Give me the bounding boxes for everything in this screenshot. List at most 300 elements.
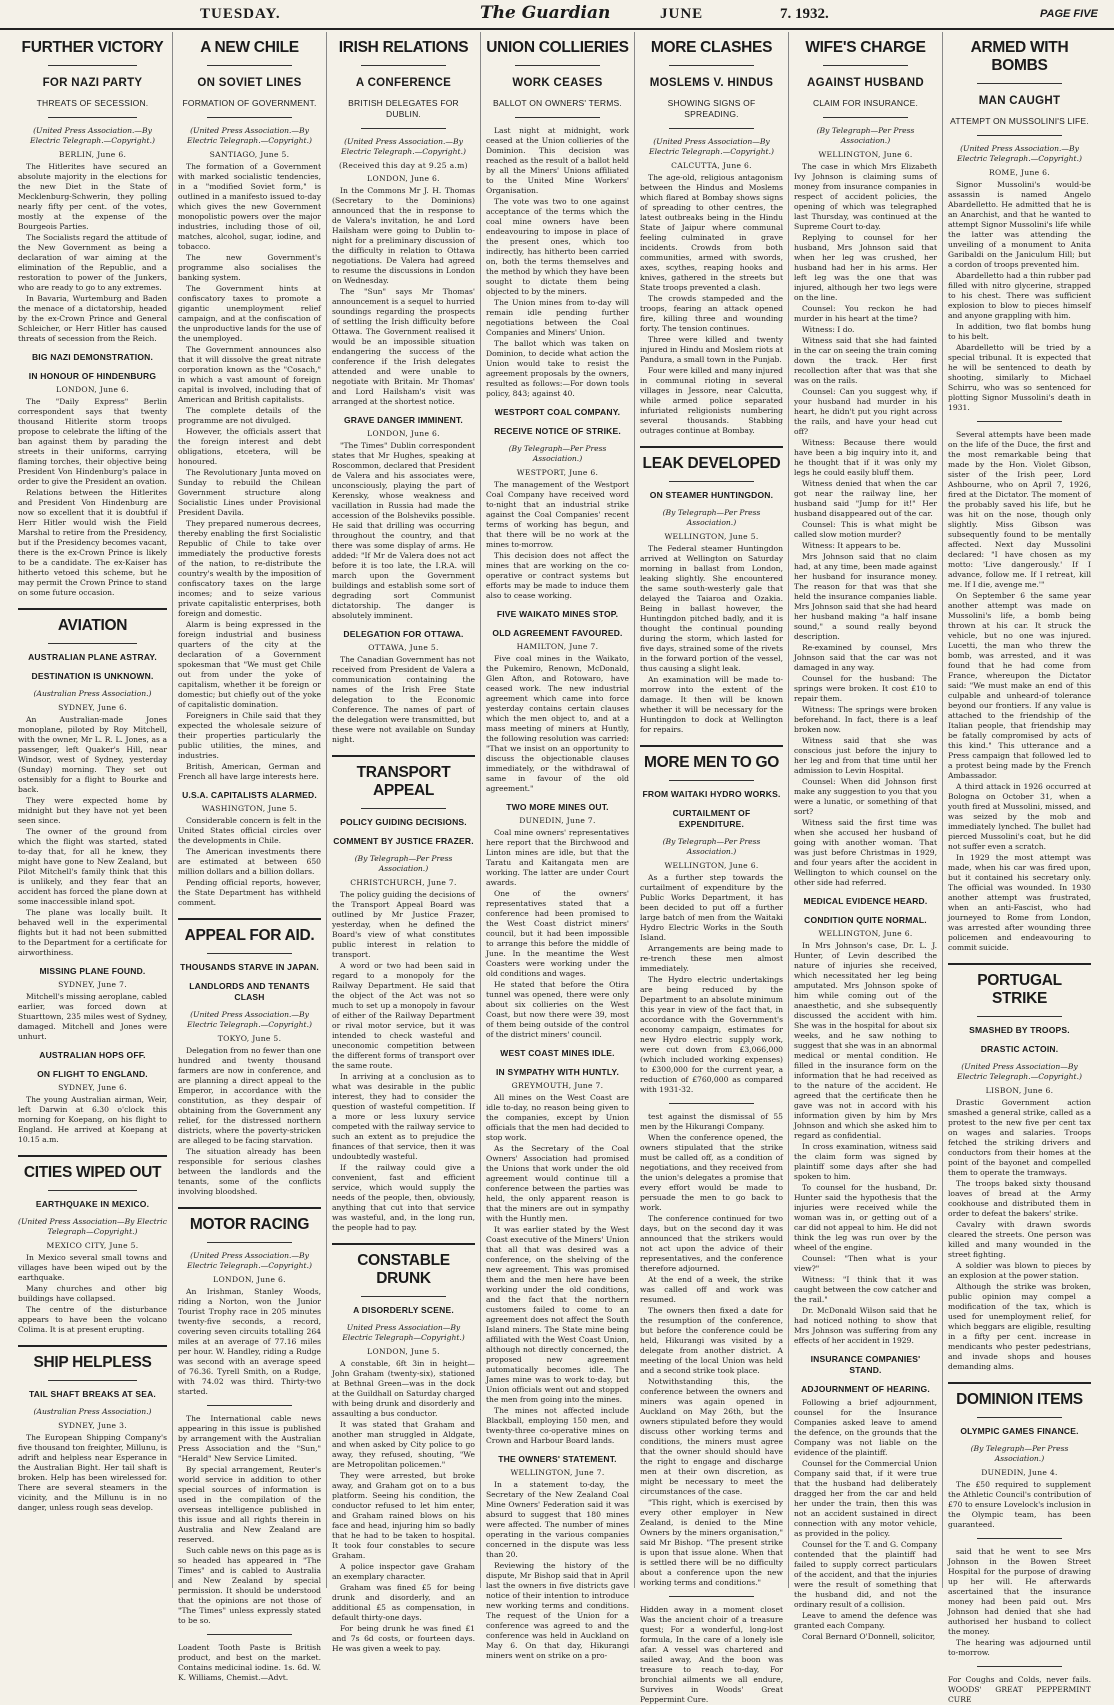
paragraph: The management of the Westport Coal Company have received word to-night that an industrial strike against the Coal Companies' recent terms of working has begun, and that there will be no work at the mines to-morrow. xyxy=(486,480,629,549)
rule-divider xyxy=(669,1596,755,1597)
paragraph: The crowds stampeded and the troops, fearing an attack opened fire, killing three and wounding forty. The tension continues. xyxy=(640,294,783,333)
dateline: OTTAWA, June 5. xyxy=(368,643,439,652)
paragraph: The case in which Mrs Elizabeth Ivy Johnson is claiming sums of money from insurance companies in respect of accident policies, the opening of which was telegraphed last Thursday, was continued at the Supreme Court to-day. xyxy=(794,162,937,231)
wire-credit: (United Press Association.—By Electric Telegraph.—Copyright.) xyxy=(187,1010,312,1029)
paragraph: In addition, two flat bombs hung to his belt. xyxy=(948,322,1091,341)
dateline: (Received this day at 9.25 a.m) xyxy=(339,161,468,170)
rule-divider xyxy=(207,1242,293,1243)
paragraph: The Socialists regard the attitude of the New Government as being a declaration of war aiming at the elimination of the Republic, and a restoration to power of the Junkers, who are ready to go to any extremes. xyxy=(18,233,167,292)
masthead xyxy=(0,0,1114,30)
paragraph: Considerable concern is felt in the United States official circles over the developments in Chile. xyxy=(178,816,321,845)
paragraph: Witness said that she was conscious just before the injury to her leg and from that time until her admission to Levin Hospital. xyxy=(794,736,937,775)
paragraph: The mines not affected include Blackball, employing 150 men, and twenty-three co-operative mines on Crown and Harbour Board lands. xyxy=(486,1406,629,1445)
section-heading: WEST COAST MINES IDLE. xyxy=(500,1048,615,1058)
paragraph: Abardelletto had a thin rubber pad filled with nitro glycerine, strapped to his chest. There was sufficient explosion to blow to pieces himself and anyone grappling with him. xyxy=(948,271,1091,320)
rule-divider xyxy=(207,117,293,118)
rule-divider xyxy=(977,1016,1063,1017)
article-headline: UNION COLLIERIES xyxy=(486,39,629,56)
paragraph: The complete details of the programme are not divulged. xyxy=(178,406,321,425)
wire-credit: (United Press Association.—By Electric Telegraph.—Copyright.) xyxy=(187,126,312,145)
rule-divider xyxy=(823,117,909,118)
rule-divider xyxy=(977,1538,1063,1539)
dateline: DUNEDIN, June 7. xyxy=(519,816,596,825)
advertisement: For Coughs and Colds, never fails. WOODS' GREAT PEPPERMINT CURE xyxy=(948,1675,1091,1704)
column-3 xyxy=(326,32,480,1653)
article-divider xyxy=(18,1345,167,1347)
paragraph: In 1929 the most attempt was made, when his car was fired upon, but it contained his secretary only. The official was wounded. In 1930 another attempt was frustrated, when an anti-Fascist, who had journeyed to Rome from London, was arrested after wounding three policemen and endeavouring to commit suicide. xyxy=(948,853,1091,952)
rule-divider xyxy=(977,421,1063,422)
section-heading: EARTHQUAKE IN MEXICO. xyxy=(35,1199,150,1209)
dateline: DUNEDIN, June 4. xyxy=(981,1468,1058,1477)
paragraph: The Government hints at confiscatory taxes to promote a gigantic unemployment relief campaign, and at the confiscation of the unproductive lands for the use of the unemployed. xyxy=(178,284,321,343)
advertisement: Loadent Tooth Paste is British product, and best on the market. Contains medicinal iodine. 1s. 6d. W. K. Williams, Chemist.—Advt. xyxy=(178,1643,321,1682)
paragraph: The Hitlerites have secured an absolute majority in the elections for the new Diet in the State of Mecklenburg-Schwerin, they polling nearly fifty per cent. of the votes, mostly at the expense of the Bourgeois Parties. xyxy=(18,162,167,231)
paragraph: Counsel: Can you suggest why, if your husband had murder in his heart, he didn't put you right across the rails, and have your head cut off? xyxy=(794,387,937,436)
dateline: LONDON, June 6. xyxy=(367,174,440,183)
rule-divider xyxy=(361,1296,447,1297)
section-heading: INSURANCE COMPANIES' STAND. xyxy=(810,1354,921,1375)
column-4 xyxy=(480,32,634,1660)
wire-credit: United Press Association—By Electric Telegraph—Copyright.) xyxy=(342,1323,465,1342)
issue-day: TUESDAY. xyxy=(200,6,281,22)
paragraph: An Australian-made Jones monoplane, piloted by Roy Mitchell, with the owner, Mr L. R. L. Jones, as a passenger, left Quaker's Hill, near Windsor, west of Sydney, yesterday (Sunday) morning. They set out ostensibly for a flight to Bourke and back. xyxy=(18,715,167,794)
paragraph: They were expected home by midnight but they have not yet been seen since. xyxy=(18,796,167,825)
article-tagline: THREATS OF SECESSION. xyxy=(36,98,149,108)
section-heading: CURTAILMENT OF EXPENDITURE. xyxy=(672,808,751,829)
paragraph: Cavalry with drawn swords cleared the streets. One person was killed and many wounded in the street fighting. xyxy=(948,1220,1091,1259)
paragraph: Delegation from no fewer than one hundred and twenty thousand farmers are now in conference, and are planning a direct appeal to the Emperor, in accordance with the constitution, as they despair of obtaining from the Government any relief, for the distressed northern districts, where the poverty-stricken are alleged to be facing starvation. xyxy=(178,1046,321,1145)
paragraph: Counsel: You reckon he had murder in his heart at the time? xyxy=(794,304,937,323)
article-tagline: ATTEMPT ON MUSSOLINI'S LIFE. xyxy=(950,116,1089,126)
dateline: SYDNEY, June 6. xyxy=(58,1083,127,1092)
section-heading: CONDITION QUITE NORMAL. xyxy=(804,915,927,925)
rule-divider xyxy=(977,1417,1063,1418)
section-heading: THE OWNERS' STATEMENT. xyxy=(498,1454,617,1464)
article-headline: FURTHER VICTORY xyxy=(21,39,164,56)
paragraph: However, the officials assert that the foreign interest and debt obligations, etcetera, will be honoured. xyxy=(178,427,321,466)
article-divider xyxy=(640,745,783,747)
paragraph: Although the strike was broken, public opinion may compel a modification of the tax, which is used for unemployment relief, for which beggars are eligible, resulting in a fifty per cent. increase in mendicants who pester pedestrians, and invade shops and houses demanding alms. xyxy=(948,1282,1091,1371)
dateline: LONDON, June 6. xyxy=(56,385,129,394)
article-headline: LEAK DEVELOPED xyxy=(642,455,781,472)
section-heading: POLICY GUIDING DECISIONS. xyxy=(340,817,467,827)
article-divider xyxy=(640,446,783,448)
column-6 xyxy=(788,32,942,1641)
paragraph: Following a brief adjournment, counsel for the Insurance Companies asked leave to amend the defence, on the grounds that the Company was not liable on the evidence of the plaintiff. xyxy=(794,1398,937,1457)
paragraph: In arriving at a conclusion as to what was desirable in the public interest, they had to consider the question of wasteful competition. If a more or less luxury service competed with the railway service to such an extent as to prejudice the finances of that service, then it was undoubtedly wasteful. xyxy=(332,1072,475,1161)
article-divider xyxy=(18,1155,167,1157)
paragraph: Witness denied that when the car got near the railway line, her husband said "Jump for it!" Her husband disappeared out of the car. xyxy=(794,479,937,518)
wire-credit: (Australian Press Association.) xyxy=(33,1407,152,1416)
section-heading: GRAVE DANGER IMMINENT. xyxy=(344,415,463,425)
paragraph: Replying to counsel for her husband, Mrs Johnson said that when her leg was crushed, her husband had her in his arms. Her left leg was the one that was injured, although her two legs were on the line. xyxy=(794,233,937,302)
page-number: PAGE FIVE xyxy=(1040,8,1098,20)
paragraph: He stated that before the Otira tunnel was opened, there were only about six collieries on the West Coast, but now there were 39, most of them being outside of the control of the district miners' council. xyxy=(486,980,629,1039)
paragraph: British, American, German and French all have large interests here. xyxy=(178,762,321,781)
article-divider xyxy=(948,963,1091,965)
rule-divider xyxy=(669,780,755,781)
paragraph: As a further step towards the curtailment of expenditure by the Public Works Department, it has been decided to put off a further large batch of men from the Waitaki Hydro Electric Works in the South Island. xyxy=(640,873,783,942)
paragraph: Five coal mines in the Waikato, the Pukemiro, Renown, McDonald, Glen Afton, and Rotowaro, have ceased work. The new industrial agreement which came into force yesterday contains certain clauses which the men object to, and at a mass meeting of miners at Huntly, the following resolution was carried: "That we insist on an opportunity to discuss the objectionable clauses immediately, or the withdrawal of same in favour of the old agreement." xyxy=(486,654,629,793)
column-2 xyxy=(172,32,326,1682)
rule-divider xyxy=(361,128,447,129)
paragraph: Leave to amend the defence was granted each Company. xyxy=(794,1611,937,1630)
paragraph: As the Secretary of the Coal Owners' Association had promised the Unions that work under the old agreement would continue till a conference between the parties was held, the only apparent reason is that the miners are out in sympathy with the Huntly men. xyxy=(486,1144,629,1223)
paragraph: The American investments there are estimated at between 650 million dollars and a billion dollars. xyxy=(178,847,321,876)
rule-divider xyxy=(48,65,137,66)
article-tagline: FORMATION OF GOVERNMENT. xyxy=(182,98,317,108)
dateline: SYDNEY, June 7. xyxy=(58,980,127,989)
section-heading: MISSING PLANE FOUND. xyxy=(39,966,146,976)
paragraph: Graham was fined £5 for being drunk and disorderly, and an additional £5 as compensation, in default thirty-one days. xyxy=(332,1583,475,1622)
paragraph: Drastic Government action smashed a general strike, called as a protest to the new five per cent tax on wages and salaries. Troops fetched the striking drivers and conductors from their homes at the point of the bayonet and compelled them to operate the tramways. xyxy=(948,1098,1091,1177)
paragraph: The International cable news appearing in this issue is published by arrangement with the Australian Press Association and the "Sun," "Herald" New Service Limited. xyxy=(178,1414,321,1463)
column-7 xyxy=(942,32,1096,1704)
dateline: HAMILTON, June 7. xyxy=(516,642,599,651)
rule-divider xyxy=(515,65,601,66)
paragraph: Several attempts have been made on the life of the Duce, the first and the most remarkable being that made by the Hon. Violet Gibson, sister of the Irish peer, Lord Ashbourne, who on April 7, 1926, fired at the Dictator. The moment of the probably saved his life, but he was hit on the nose, though only slightly. Miss Gibson was subsequently found to be mentally affected. Next day Mussolini declared: "I have chosen as my motto: 'Live dangerously.' If I advance, follow me. If I retreat, kill me. If I die, avenge me.'" xyxy=(948,430,1091,589)
paragraph: To counsel for the husband, Dr. Hunter said the hypothesis that the injuries were received while the woman was in, or getting out of a car did not appeal to him. He did not think the leg was run over by the wheel of the engine. xyxy=(794,1183,937,1252)
paragraph: Counsel for the T. and G. Company contended that the plaintiff had failed to supply correct particulars of the accident, and that the injuries were the result of something that the husband did, and not the ordinary result of a collision. xyxy=(794,1540,937,1609)
paragraph: Witness said that she had fainted in the car on seeing the train coming down the track. Her first recollection after that was that she was on the rails. xyxy=(794,336,937,385)
rule-divider xyxy=(48,1380,137,1381)
dateline: WASHINGTON, June 5. xyxy=(201,804,298,813)
article-divider xyxy=(18,608,167,610)
paragraph: It was stated that Graham and another man struggled in Aldgate, and when asked by City police to go away, they refused, shouting, "We are Metropolitan policemen." xyxy=(332,1420,475,1469)
article-headline: SHIP HELPLESS xyxy=(33,1354,152,1371)
paragraph: At the end of a week, the strike was called off and work was resumed. xyxy=(640,1275,783,1304)
paragraph: It was earlier stated by the West Coast executive of the Miners' Union that all that was desired was a conference, on the shelving of the new agreement. This was promised them and the men here have been working under the old conditions, and the fact that the northern customers failed to come to an agreement does not affect the South Island miners. The State mine being affiliated with the West Coast Union, although not directly concerned, the proposed new agreement automatically becomes idle. The James mine was to work to-day, but Union officials went out and stopped the men from going into the mines. xyxy=(486,1225,629,1404)
wire-credit: (By Telegraph—Per Press Association.) xyxy=(354,854,453,873)
section-heading: IN SYMPATHY WITH HUNTLY. xyxy=(495,1067,620,1077)
article-headline: WIFE'S CHARGE xyxy=(805,39,926,56)
paragraph: The Canadian Government has not received from President de Valera a communication containing the names of the Irish Free State delegation to the Economic Conference. The names of part of the delegation were transmitted, but these were not available on Sunday night. xyxy=(332,655,475,744)
rule-divider xyxy=(669,128,755,129)
section-heading: WESTPORT COAL COMPANY. xyxy=(494,407,621,417)
paragraph: Coral Bernard O'Donnell, solicitor, xyxy=(802,1632,936,1641)
paragraph: In Mexico several small towns and villages have been wiped out by the earthquake. xyxy=(18,1253,167,1282)
rule-divider xyxy=(207,1405,293,1406)
paragraph: Foreigners in Chile said that they expected the wholesale seizure of their properties particularly the public utilities, the mines, and industries. xyxy=(178,711,321,760)
paragraph: The plane was locally built. It behaved well in the experimental flights but it had not been submitted to the Department for a certificate for airworthiness. xyxy=(18,908,167,957)
article-tagline: SHOWING SIGNS OF SPREADING. xyxy=(667,98,756,119)
paragraph: Notwithstanding this, the conference between the owners and miners was again opened in Auckland on May 26th, but the owners stipulated before they would discuss other working terms and conditions, the miners must agree that the owner should should have the right to engage and discharge men at their own discretion, as might be necessary to meet the circumstances of the case. xyxy=(640,1377,783,1496)
article-subheadline: FOR NAZI PARTY xyxy=(42,77,143,89)
rule-divider xyxy=(48,117,137,118)
paragraph: Witness: I do. xyxy=(802,325,855,334)
paragraph: test against the dismissal of 55 men by the Hikurangi Company. xyxy=(640,1112,783,1131)
section-heading: DRASTIC ACTOIN. xyxy=(980,1044,1059,1054)
wire-credit: (United Press Association—By Electric Telegraph.—Copyright.) xyxy=(649,137,774,156)
paragraph: The Hydro electric undertakings are being reduced by the Department to an absolute minimum this year in view of the fact that, in accordance with the Government's economy campaign, estimates for new Hydro electric supply work, were cut down from £3,066,000 (which included working expenses) to £300,000 for the current year, a reduction of £760,000 as compared with 1931-32. xyxy=(640,975,783,1094)
dateline: BERLIN, June 6. xyxy=(58,150,127,159)
paragraph: Coal mine owners' representatives here report that the Birchwood and Linton mines are idle, but that the Taratu and Kaitangata men are working. The latter are under Court awards. xyxy=(486,828,629,887)
wire-credit: (By Telegraph—Per Press Association.) xyxy=(662,508,761,527)
rule-divider xyxy=(48,1190,137,1191)
dateline: LONDON, June 6. xyxy=(213,1275,286,1284)
paragraph: The situation already has been responsible for serious clashes between the landlords and the tenants, some of the conflicts involving bloodshed. xyxy=(178,1147,321,1196)
paragraph: They were arrested, but broke away, and Graham got on to a bus platform. Seeing his condition, the conductor refused to let him enter, and Graham rained blows on his face and head, injuring him so badly that he had to be taken to hospital. It took four constables to secure Graham. xyxy=(332,1471,475,1560)
paragraph: All mines on the West Coast are idle to-day, no reason being given to the companies, except by Union officials that the men had decided to stop work. xyxy=(486,1093,629,1142)
paragraph: In a statement to-day, the Secretary of the New Zealand Coal Mine Owners' Federation said it was absurd to suggest that 180 mines were affected. The number of mines operating in the various companies concerned in the dispute was less than 20. xyxy=(486,1480,629,1559)
paragraph: For being drunk he was fined £1 and 7s 6d costs, or fourteen days. He was given a week to pay. xyxy=(332,1624,475,1653)
dateline: SYDNEY, June 6. xyxy=(58,703,127,712)
rule-divider xyxy=(207,1634,293,1635)
wire-credit: (United Press Association.—By Electric Telegraph.—Copyright.) xyxy=(30,126,155,145)
article-headline: MORE MEN TO GO xyxy=(643,754,780,771)
dateline: WESTPORT, June 6. xyxy=(516,468,599,477)
paragraph: When the conference opened, the owners stipulated that the strike must be called off, as a condition of negotiations, and they received from the union's delegates a promise that every effort would be made to persuade the men to go back to work. xyxy=(640,1133,783,1212)
article-divider xyxy=(332,755,475,757)
wire-credit: (By Telegraph—Per Press Association.) xyxy=(508,444,607,463)
wire-credit: (Australian Press Association.) xyxy=(33,689,152,698)
paragraph: The hearing was adjourned until to-morrow. xyxy=(948,1638,1091,1657)
paragraph: Witness said the first time was when she accused her husband of going with another woman. That was just before Christmas in 1929, and four years after the accident in Wellington to which counsel on the other side had referred. xyxy=(794,818,937,887)
dateline: ROME, June 6. xyxy=(989,168,1050,177)
paragraph: Counsel for the husband: The springs were broken. It cost £10 to repair them. xyxy=(794,674,937,703)
section-heading: BIG NAZI DEMONSTRATION. xyxy=(31,352,154,362)
paragraph: said that he went to see Mrs Johnson in the Bowen Street Hospital for the purpose of drawing up her will. He afterwards ascertained that the insurance money had been paid out. Mrs Johnson had denied that she had authorised her husband to collect the money. xyxy=(948,1547,1091,1636)
paragraph: Witness: "I think that it was caught between the cow catcher and the rail." xyxy=(794,1275,937,1304)
dateline: WELLINGTON, June 6. xyxy=(818,150,913,159)
paragraph: Reviewing the history of the dispute, Mr Bishop said that in April last the owners in five districts gave notice of their intention to introduce new working terms and conditions. The request of the Union for a conference was agreed to and the conference was held in Auckland on May 6. On that day, Hikurangi miners went on strike on a pro- xyxy=(486,1561,629,1660)
paragraph: Dr. McDonald Wilson said that he had noticed nothing to show that Mrs Johnson was suffering from any effects of her accident in 1929. xyxy=(794,1306,937,1345)
section-heading: OLYMPIC GAMES FINANCE. xyxy=(960,1426,1079,1436)
paragraph: The £50 required to supplement the Athletic Council's contribution of £70 to ensure Lovelock's inclusion in the Olympic team, has been guaranteed. xyxy=(948,1480,1091,1529)
paragraph: A police inspector gave Graham an exemplary character. xyxy=(332,1562,475,1581)
column-1 xyxy=(18,32,172,1588)
article-headline: DOMINION ITEMS xyxy=(956,1391,1083,1408)
article-headline: A NEW CHILE xyxy=(200,39,299,56)
article-headline: CONSTABLE DRUNK xyxy=(357,1252,450,1287)
paragraph: The young Australian airman, Weir, left Darwin at 6.30 o'clock this morning for Koepang, on his flight to England. He arrived at Koepang at 10.15 a.m. xyxy=(18,1095,167,1144)
paragraph: The Revolutionary Junta moved on Sunday to rebuild the Chilean Government structure along Socialistic Lines under Provisional President Davila. xyxy=(178,468,321,517)
paragraph: Three were killed and twenty injured in Hindu and Moslem riots at Pandura, a small town in the Punjab. xyxy=(640,335,783,364)
article-headline: AVIATION xyxy=(57,617,128,634)
rule-divider xyxy=(977,1666,1063,1667)
rule-divider xyxy=(669,65,755,66)
paragraph: In Bavaria, Wurtemburg and Baden the menace of a dictatorship, headed by the ex-Crown Prince and General Schleicher, or Herr Hitler has caused threats of secession from the Reich. xyxy=(18,294,167,343)
section-heading: DELEGATION FOR OTTAWA. xyxy=(343,629,464,639)
dateline: SANTIAGO, June 5. xyxy=(209,150,290,159)
paragraph: The European Shipping Company's five thousand ton freighter, Millunu, is adrift and helpless near Esperance in the Australian Bight. Her tail shaft is broken. Help has been wirelessed for. There are several steamers in the vicinity, and the Millunu is in no danger, unless rough seas develop. xyxy=(18,1433,167,1512)
article-tagline: CLAIM FOR INSURANCE. xyxy=(812,98,919,108)
dateline: TOKYO, June 5. xyxy=(217,1034,282,1043)
paragraph: Counsel for the Commercial Union Company said that, if it were true that the husband had deliberately dragged her from the car and held her under the train, then this was not an accident sustained in direct connection with any motor vehicle, as provided in the policy. xyxy=(794,1459,937,1538)
article-subheadline: WORK CEASES xyxy=(512,77,603,89)
section-heading: FIVE WAIKATO MINES STOP. xyxy=(496,609,619,619)
rule-divider xyxy=(669,481,755,482)
paragraph: Mrs Johnson said that no claim had, at any time, been made against her husband for insurance money. The reason for that was that she held the insurance companies liable. Mrs Johnson said that she had heard her husband making "a half insane sound," a sound really beyond description. xyxy=(794,552,937,641)
rule-divider xyxy=(823,65,909,66)
dateline: GREYMOUTH, June 7. xyxy=(511,1081,604,1090)
rule-divider xyxy=(48,643,137,644)
paragraph: Such cable news on this page as is so headed has appeared in "The Times" and is cabled to Australia and New Zealand by special permission. It should be understood that the opinions are not those of "The Times" unless expressly stated to be so. xyxy=(178,1546,321,1625)
dateline: SYDNEY, June 3. xyxy=(58,1421,127,1430)
wire-credit: (United Press Association—By Electric Telegraph—Copyright.) xyxy=(18,1217,167,1236)
article-subheadline: ON SOVIET LINES xyxy=(197,77,302,89)
wire-credit: (By Telegraph—Per Press Association.) xyxy=(662,837,761,856)
paragraph: Arrangements are being made to re-trench these men almost immediately. xyxy=(640,944,783,973)
paragraph: In Mrs Johnson's case, Dr. L. J. Hunter, of Levin described the nature of injuries she received, which necessitated her leg being amputated. Mrs Johnson spoke of him while coming out of the anaesthetic, and she subsequently discussed the accident with him. She was in the hospital for about six weeks, and he saw nothing to suggest that she was in an abnormal medical or mental condition. He filled in the insurance form on the information that he had received as to the nature of the accident. He agreed that the certificate then he gave was not in accord with his information given by him by Mrs Johnson and which she asked him to regard as confidential. xyxy=(794,941,937,1140)
paragraph: Witness: Because there would have been a big inquiry into it, and he thought that if it was only my legs he could easily bluff them. xyxy=(794,438,937,477)
paragraph: Counsel: This is what might be called slow motion murder? xyxy=(794,520,937,539)
rule-divider xyxy=(207,65,293,66)
dateline: LISBON, June 6. xyxy=(985,1086,1054,1095)
paragraph: The centre of the disturbance appears to have been the volcano Colima. It is at present erupting. xyxy=(18,1305,167,1334)
column-5 xyxy=(634,32,788,1704)
article-headline: TRANSPORT APPEAL xyxy=(356,764,451,799)
dateline: WELLINGTON, June 7. xyxy=(510,1468,605,1477)
paragraph: In cross examination, witness said the claim form was signed by plaintiff some days after she had spoken to him. xyxy=(794,1142,937,1181)
issue-date: 7. 1932. xyxy=(780,6,829,22)
rule-divider xyxy=(207,953,293,954)
dateline: CALCUTTA, June 6. xyxy=(671,161,752,170)
article-headline: APPEAL FOR AID. xyxy=(184,927,315,944)
paragraph: Alarm is being expressed in the foreign industrial and business quarters of the city at the declaration of a Government spokesman that "We must get Chile out from under the yoke of capitalism, whether it be foreign or domestic; but chiefly out of the yoke of capitalistic domination. xyxy=(178,620,321,709)
newspaper-columns xyxy=(18,32,1106,1704)
dateline: LONDON, June 6. xyxy=(367,429,440,438)
paragraph: "The Times" Dublin correspondent states that Mr Hughes, speaking at Roscommon, declared that President de Valera and his associates were, unconsciously, playing the part of Kerensky, whose weakness and vacillation in Russia had made the accession of the Bolsheviks possible. He said that drilling was occurring throughout the country, and that there was some display of arms. He added: "If Mr de Valera does not act before it is too late, the I.R.A. will march upon the Government buildings and establish some sort of degrading sort Communist dictatorship. The danger is absolutely imminent. xyxy=(332,441,475,620)
paragraph: Many churches and other big buildings have collapsed. xyxy=(18,1284,167,1303)
section-heading: DESTINATION IS UNKNOWN. xyxy=(31,671,154,681)
rule-divider xyxy=(977,83,1063,84)
paragraph: Re-examined by counsel, Mrs Johnson said that the car was not damaged in any way. xyxy=(794,643,937,672)
paragraph: A soldier was blown to pieces by an explosion at the power station. xyxy=(948,1261,1091,1280)
paragraph: An examination will be made to-morrow into the extent of the damage. It then will be known whether it will be necessary for the Huntingdon to dock at Wellington for repairs. xyxy=(640,675,783,734)
article-divider xyxy=(178,918,321,920)
paragraph: Four were killed and many injured in communal rioting in several villages in Jessore, near Calcutta, while armed police separated infuriated religionists numbering several thousands. Stabbing outrages continue at Bombay. xyxy=(640,366,783,435)
paragraph: Witness: It appears to be. xyxy=(802,541,901,550)
paragraph: This decision does not affect the mines that are working on the co-operative or contract systems but efforts may be made to induce them also to cease working. xyxy=(486,551,629,600)
newspaper-title: The Guardian xyxy=(480,3,611,23)
section-heading: ADJOURNMENT OF HEARING. xyxy=(801,1384,930,1394)
paragraph: The Federal steamer Huntingdon arrived at Wellington on Saturday morning in ballast from London, leaking slightly. She encountered the same south-westerly gale that delayed the Taiaroa and Ozakia. Being in ballast however, the Huntingdon pitched badly, and it is thought the continual pounding during the storm, which lasted for five days, strained some of the rivets in the forward portion of the vessel, thus causing a slight leak. xyxy=(640,544,783,673)
section-heading: RECEIVE NOTICE OF STRIKE. xyxy=(494,426,621,436)
article-tagline: BALLOT ON OWNERS' TERMS. xyxy=(493,98,622,108)
section-heading: MEDICAL EVIDENCE HEARD. xyxy=(803,896,928,906)
paragraph: Signor Mussolini's would-be assassin is named Angelo Abardelletto. He admitted that he is an Anarchist, and that he wanted to attempt Signor Mussolini's life while the latter was attending the unveiling of a monument to Anita Garibaldi on the Janiculum Hill; but a cordon of troops prevented him. xyxy=(948,180,1091,269)
section-heading: LANDLORDS AND TENANTS CLASH xyxy=(189,981,310,1002)
paragraph: The policy guiding the decisions of the Transport Appeal Board was outlined by Mr Justice Frazer, yesterday, when he defined the Board's view of what constitutes public interest in relation to transport. xyxy=(332,890,475,959)
paragraph: A third attack in 1926 occurred at Bologna on October 31, when a youth fired at Mussolini, missed, and was seized by the mob and immediately lynched. The bullet had pierced Mussolini's coat, but he did not suffer even a scratch. xyxy=(948,782,1091,851)
dateline: LONDON, June 5. xyxy=(367,1347,440,1356)
article-headline: MOTOR RACING xyxy=(189,1216,310,1233)
article-subheadline: MAN CAUGHT xyxy=(978,95,1061,107)
paragraph: Counsel: "Then what is your view?" xyxy=(794,1254,937,1273)
rule-divider xyxy=(361,65,447,66)
rule-divider xyxy=(669,1103,755,1104)
paragraph: The vote was two to one against acceptance of the terms which the coal mine owners have been endeavouring to impose in place of the present ones, which too indirectly, has hitherto been carried on, both the terms themselves and the method by which they have been sought to dictate them being objected to by the miners. xyxy=(486,197,629,296)
section-heading: TAIL SHAFT BREAKS AT SEA. xyxy=(29,1389,156,1399)
rule-divider xyxy=(361,808,447,809)
rule-divider xyxy=(977,135,1063,136)
article-subheadline: AGAINST HUSBAND xyxy=(807,77,924,89)
wire-credit: (By Telegraph—Per Press Association.) xyxy=(816,126,915,145)
paragraph: The Government announces also that it will dissolve the great nitrate corporation known as the "Cosach," in which a vast amount of foreign capital is involved, including that of American and British capitalists. xyxy=(178,345,321,404)
article-divider xyxy=(178,1207,321,1209)
article-headline: CITIES WIPED OUT xyxy=(23,1164,162,1181)
article-headline: PORTUGAL STRIKE xyxy=(977,972,1062,1007)
paragraph: The owner of the ground from which the flight was started, stated to-day that, for all he knew, they might have gone to New Zealand, but Pilot Mitchell's family think that this is unlikely, and they fear that an accident has forced the plane down at some inaccessible inland spot. xyxy=(18,827,167,906)
dateline: CHRISTCHURCH, June 7. xyxy=(350,878,457,887)
issue-month: JUNE xyxy=(660,6,704,22)
section-heading: U.S.A. CAPITALISTS ALARMED. xyxy=(182,790,317,800)
paragraph: Witness: The springs were broken beforehand. In fact, there is a leaf broken now. xyxy=(794,705,937,734)
dateline: WELLINGTON, June 6. xyxy=(818,929,913,938)
wire-credit: (By Telegraph—Per Press Association.) xyxy=(970,1444,1069,1463)
rule-divider xyxy=(515,117,601,118)
article-subheadline: A CONFERENCE xyxy=(355,77,452,89)
paragraph: The troops baked sixty thousand loaves of bread at the Army cookhouse and distributed them in order to defeat the bakers' strike. xyxy=(948,1179,1091,1218)
section-heading: FROM WAITAKI HYDRO WORKS. xyxy=(642,789,781,799)
section-heading: ON STEAMER HUNTINGDON. xyxy=(649,490,774,500)
dateline: WELLINGTON, June 6. xyxy=(664,861,759,870)
article-subheadline: MOSLEMS V. HINDUS xyxy=(649,77,774,89)
section-heading: COMMENT BY JUSTICE FRAZER. xyxy=(333,836,474,846)
paragraph: Mitchell's missing aeroplane, cabled earlier, was forced down at Stuarttown, 235 miles west of Sydney, damaged. Mitchell and Jones were unhurt. xyxy=(18,992,167,1041)
wire-credit: (United Press Association.—By Electric Telegraph.—Copyright.) xyxy=(187,1251,312,1270)
wire-credit: (United Press Association.—By Electric Telegraph.—Copyright.) xyxy=(341,137,466,156)
section-heading: THOUSANDS STARVE IN JAPAN. xyxy=(180,962,319,972)
section-heading: SMASHED BY TROOPS. xyxy=(969,1025,1070,1035)
paragraph: An Irishman, Stanley Woods, riding a Norton, won the Junior Tourist Trophy race in 205 minutes twenty-five seconds, a record, covering seven circuits totalling 264 miles at an average of 77.16 miles per hour. W. Handley, riding a Rudge was second with an average speed of 76.36. Tyrell Smith, on a Rudge, with 74.02 was third. Thirty-two started. xyxy=(178,1287,321,1396)
paragraph: Counsel: When did Johnson first make any suggestion to you that you were a lunatic, or something of that sort? xyxy=(794,777,937,816)
section-heading: AUSTRALIAN PLANE ASTRAY. xyxy=(28,652,157,662)
article-divider xyxy=(948,1382,1091,1384)
paragraph: The conference continued for two days, but on the second day it was announced that the strikers would not act upon the advice of their representatives, and the conference therefore adjourned. xyxy=(640,1214,783,1273)
dateline: WELLINGTON, June 5. xyxy=(664,532,759,541)
paragraph: In the Commons Mr J. H. Thomas (Secretary to the Dominions) announced that the in response to de Valera's invitation, he and Lord Hailsham were going to Dublin to-night for a preliminary discussion of the difficulty in relation to Ottawa negotiations. De Valera had agreed to resume the discussions in London on Wednesday. xyxy=(332,186,475,285)
article-divider xyxy=(332,1243,475,1245)
paragraph: If the railway could give a convenient, fast and efficient service, which would supply the needs of the people, then, obviously, anything that cut into that service was wasteful, and, in the long run, the people had to pay. xyxy=(332,1163,475,1232)
paragraph: The "Daily Express" Berlin correspondent says that twenty thousand Hitlerite storm troops propose to celebrate the lifting of the ban against them by parading the streets in their uniforms, carrying flaming torches, their objective being President Von Hindenburg's palace in order to give the President an ovation. xyxy=(18,397,167,486)
paragraph: The ballot which was taken on Dominion, to decide what action the Union would take to resist the agreement proposals by the owners, resulted as follows:—For down tools policy, 843; against 40. xyxy=(486,339,629,398)
paragraph: The Union mines from to-day will remain idle pending further negotiations between the Coal Companies and Miners' Union. xyxy=(486,298,629,337)
article-headline: ARMED WITH BOMBS xyxy=(970,39,1069,74)
paragraph: By special arrangement, Reuter's world service in addition to other special sources of information is used in the compilation of the overseas intelligence published in this issue and all rights therein in Australia and New Zealand are reserved. xyxy=(178,1465,321,1544)
paragraph: Abardelletto will be tried by a special tribunal. It is expected that he will be sentenced to death by shooting, similarly to Michael Schirru, who was so sentenced for plotting Signor Mussolini's death in 1931. xyxy=(948,343,1091,412)
paragraph: The age-old, religious antagonism between the Hindus and Moslems which flared at Bombay shows signs of spreading to other centres, the latest outbreaks being in the Hindu State of Jaipur where communal feeling culminated in grave incidents. Crowds from both communities, armed with swords, axes, scythes, reaping hooks and knives, gathered in the streets but State troops prevented a clash. xyxy=(640,173,783,292)
article-tagline: BRITISH DELEGATES FOR DUBLIN. xyxy=(348,98,459,119)
paragraph: Last night at midnight, work ceased at the Union collieries of the Dominion. This decision was reached as the result of a ballot held by all the Miners' Unions affiliated to the United Mine Workers' Organisation. xyxy=(486,126,629,195)
wire-credit: (United Press Association—By Electric Telegraph.—Copyright.) xyxy=(957,1062,1082,1081)
paragraph: A constable, 6ft 3in in height—John Graham (twenty-six), stationed at Bethnal Green—was in the dock at the Guildhall on Saturday charged with being drunk and disorderly and assaulting a bus conductor. xyxy=(332,1359,475,1418)
paragraph: The formation of a Government with marked socialistic tendencies, in a "modified Soviet form," is outlined in a manifesto issued to-day which gives the new Government monopolistic powers over the major industries, including those of oil, matches, alcohol, sugar, iodine, and tobacco. xyxy=(178,162,321,251)
paragraph: One of the owners' representatives stated that a conference had been promised to the West Coast district miners' council, but it had been impossible to arrange this before the middle of June. In the meantime the West Coasters were working under the old conditions and wages. xyxy=(486,889,629,978)
paragraph: Pending official reports, however, the State Department has withheld comment. xyxy=(178,878,321,907)
section-heading: OLD AGREEMENT FAVOURED. xyxy=(492,628,623,638)
advertisement: Hidden away in a moment closet Was the ancient choir of a treasure quest; For a wonderful, long-lost formula, In the care of a lonely isle afar. A vessel was chartered and sailed away, And the boon was treasure to reach to-day, For bronchial ailments we all endure, Survives in Woods' Great Peppermint Cure. xyxy=(640,1605,783,1704)
paragraph: On September 6 the same year another attempt was made on Mussolini's life, a bomb being thrown at his car. It struck the vehicle, but no one was injured. Lucetti, the man who threw the bomb, was arrested, and it was found that he had come from France, whereupon the Dictator said: "We must make an end of this culpable and unheard-of tolerance beyond our frontiers. If any value is attached to the friendship of the Italian people, that friendship may be fatally compromised by acts of this kind." This utterance and a Press campaign that followed led to a protest being made by the French Ambassador. xyxy=(948,591,1091,780)
article-headline: IRISH RELATIONS xyxy=(338,39,469,56)
section-heading: ON FLIGHT TO ENGLAND. xyxy=(37,1069,148,1079)
section-heading: AUSTRALIAN HOPS OFF. xyxy=(39,1050,146,1060)
dateline: MEXICO CITY, June 5. xyxy=(46,1241,139,1250)
paragraph: They prepared numerous decrees, thereby enabling the first Socialistic Republic of Chile to take over immediately the productive forests of the nation, to re-distribute the country's wealth by the imposition of confiscatory taxes on the large incomes; and to seize various private capitalistic enterprises, both foreign and domestic. xyxy=(178,519,321,618)
section-heading: A DISORDERLY SCENE. xyxy=(353,1305,454,1315)
paragraph: The new Government's programme also socialises the banking system. xyxy=(178,253,321,282)
section-heading: TWO MORE MINES OUT. xyxy=(506,802,609,812)
paragraph: "This right, which is exercised by every other employer in New Zealand, is denied to the Mine Owners by the miners organisation," said Mr Bishop. "The present strike is upon that issue alone. When that is settled there will be no difficulty about a conference upon the new working terms and conditions." xyxy=(640,1498,783,1587)
paragraph: Relations between the Hitlerites and President Von Hindenburg are now so excellent that it is doubtful if Herr Hitler would wish the Field Marshal to retire from the Presidency, but if the Presidency becomes vacant, there is the ex-Crown Prince is likely to be a candidate. The ex-Kaiser has hitherto vetoed this scheme, but he may permit the Crown Prince to stand on some future occasion. xyxy=(18,488,167,597)
paragraph: The "Sun" says Mr Thomas' announcement is a sequel to hurried soundings regarding the prospects of settling the Irish difficulty before Ottawa. The Government realised it would be an impossible situation endangering the success of the conference if the Irish delegates attended and were unable to negotiate with Britain. Mr Thomas' and Lord Hailsham's visit was arranged at the shortest notice. xyxy=(332,287,475,406)
article-headline: MORE CLASHES xyxy=(650,39,773,56)
paragraph: A word or two had been said in regard to a monopoly for the Railway Department. He said that the object of the Act was not so much to set up a monopoly in favour of either of the Railway Department or rival motor service, but it was intended to check wasteful and uneconomic competition between the different forms of transport over the same route. xyxy=(332,961,475,1070)
wire-credit: (United Press Association.—By Electric Telegraph.—Copyright.) xyxy=(957,144,1082,163)
paragraph: The owners then fixed a date for the resumption of the conference, but before the conference could be held, Hikurangi was visited by a delegate from another district. A meeting of the local Union was held and a second strike took place. xyxy=(640,1306,783,1375)
section-heading: IN HONOUR OF HINDENBURG xyxy=(28,371,157,381)
